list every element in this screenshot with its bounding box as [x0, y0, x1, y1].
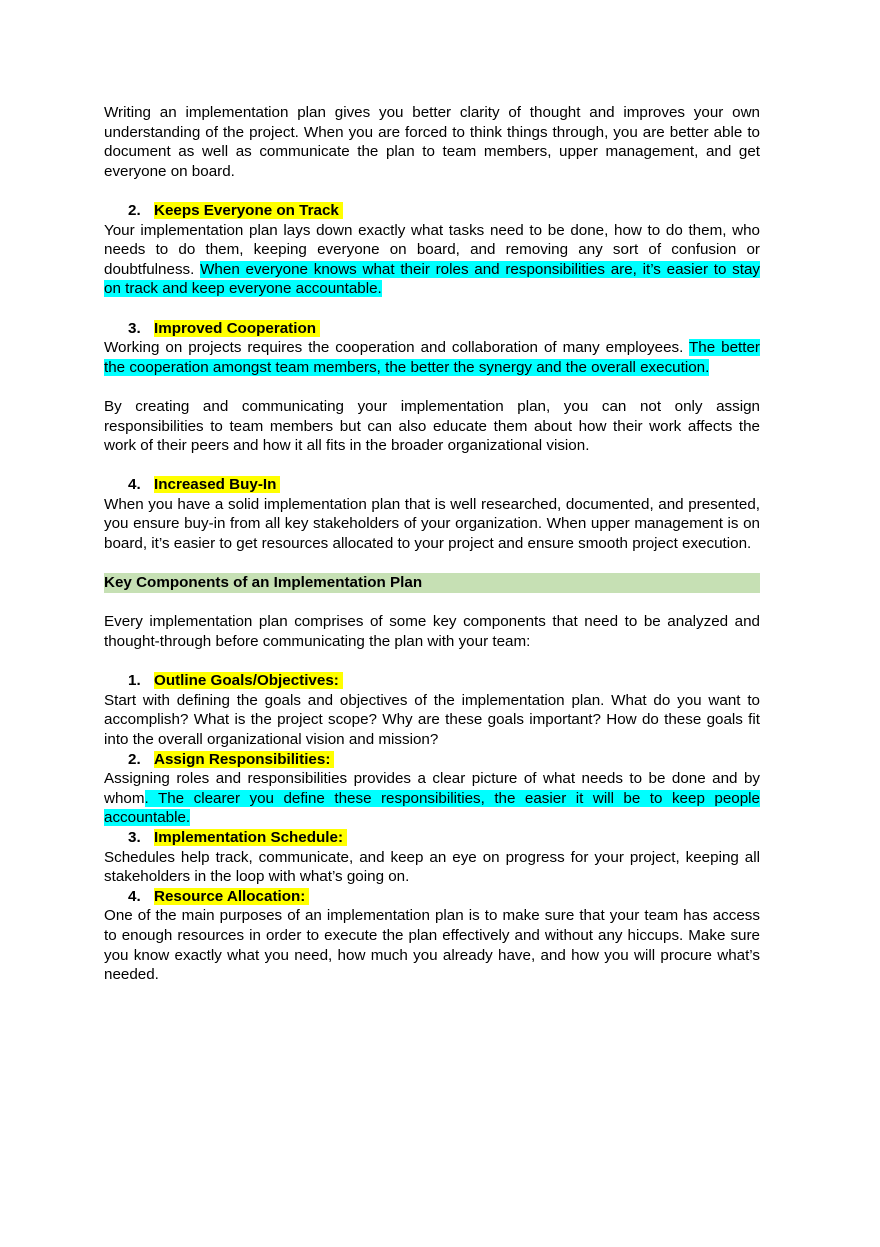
heading-increased-buy-in	[104, 475, 760, 495]
heading-text: Increased Buy-In	[154, 476, 280, 493]
paragraph-implementation-schedule: Schedules help track, communicate, and keep an eye on progress for your project, keeping all stakeholders in the loop with what’s going on.	[104, 848, 760, 886]
section-heading-key-components: Key Components of an Implementation Plan	[104, 573, 760, 593]
paragraph-improved-cooperation	[104, 338, 760, 377]
heading-text: Improved Cooperation	[154, 320, 320, 337]
heading-text: Assign Responsibilities:	[154, 751, 334, 768]
heading-number: 3.	[128, 828, 141, 846]
heading-text: Outline Goals/Objectives:	[154, 672, 343, 689]
paragraph-text: Your implementation plan lays down exactly what tasks need to be done, how to do them, who needs to do them, keeping everyone on board, and removing any sort of confusion or doubtfulness.	[104, 221, 760, 278]
paragraph-increased-buy-in: When you have a solid implementation plan that is well researched, documented, and presented, you ensure buy-in from all key stakeholders of your organization. When upper management is on board, it’s easier to get resources allocated to your project and ensure smooth project execution.	[104, 495, 760, 553]
heading-number: 1.	[128, 672, 141, 690]
heading-number: 4.	[128, 476, 141, 494]
heading-improved-cooperation	[104, 319, 760, 339]
heading-text: Resource Allocation:	[154, 888, 309, 905]
document-body	[104, 103, 760, 985]
heading-text: Keeps Everyone on Track	[154, 202, 343, 219]
heading-keeps-everyone-on-track	[104, 201, 760, 221]
section-intro-paragraph: Every implementation plan comprises of some key components that need to be analyzed and thought-through before communicating the plan with your team:	[104, 613, 760, 651]
heading-number: 3.	[128, 319, 141, 337]
paragraph-keeps-everyone-on-track	[104, 221, 760, 299]
paragraph-text: Assigning roles and responsibilities provides a clear picture of what needs to be done and by whom	[104, 770, 760, 807]
paragraph-outline-goals: Start with defining the goals and objectives of the implementation plan. What do you want to accomplish? What is the project scope? Why are these goals important? How do these goals fit into the overall organizational vision and mission?	[104, 691, 760, 748]
heading-implementation-schedule	[104, 828, 760, 848]
heading-assign-responsibilities	[104, 750, 760, 770]
paragraph-resource-allocation: One of the main purposes of an implementation plan is to make sure that your team has access to enough resources in order to execute the plan effectively and without any hiccups. Make sure you know exactly what you need, how much you already have, and how you will procure what’s needed.	[104, 907, 760, 984]
paragraph-assign-responsibilities	[104, 769, 760, 828]
heading-number: 2.	[128, 201, 141, 219]
heading-text: Implementation Schedule:	[154, 829, 347, 846]
paragraph-communicating-plan: By creating and communicating your implementation plan, you can not only assign responsibilities to team members but can also educate them about how their work affects the work of their peers and how it all fits in the broader organizational vision.	[104, 397, 760, 455]
highlighted-text: . The clearer you define these responsibilities, the easier it will be to keep people accountable.	[104, 789, 760, 827]
heading-number: 2.	[128, 750, 141, 768]
intro-paragraph: Writing an implementation plan gives you better clarity of thought and improves your own understanding of the project. When you are forced to think things through, you are better able to document as well as communicate the plan to team members, upper management, and get everyone on board.	[104, 104, 760, 180]
highlighted-text: The better the cooperation amongst team members, the better the synergy and the overall execution.	[104, 339, 760, 376]
heading-outline-goals	[104, 671, 760, 691]
highlighted-text: When everyone knows what their roles and responsibilities are, it’s easier to stay on track and keep everyone accountable.	[104, 260, 760, 298]
heading-number: 4.	[128, 887, 141, 905]
paragraph-text: Working on projects requires the cooperation and collaboration of many employees.	[104, 339, 690, 357]
heading-resource-allocation	[104, 887, 760, 907]
